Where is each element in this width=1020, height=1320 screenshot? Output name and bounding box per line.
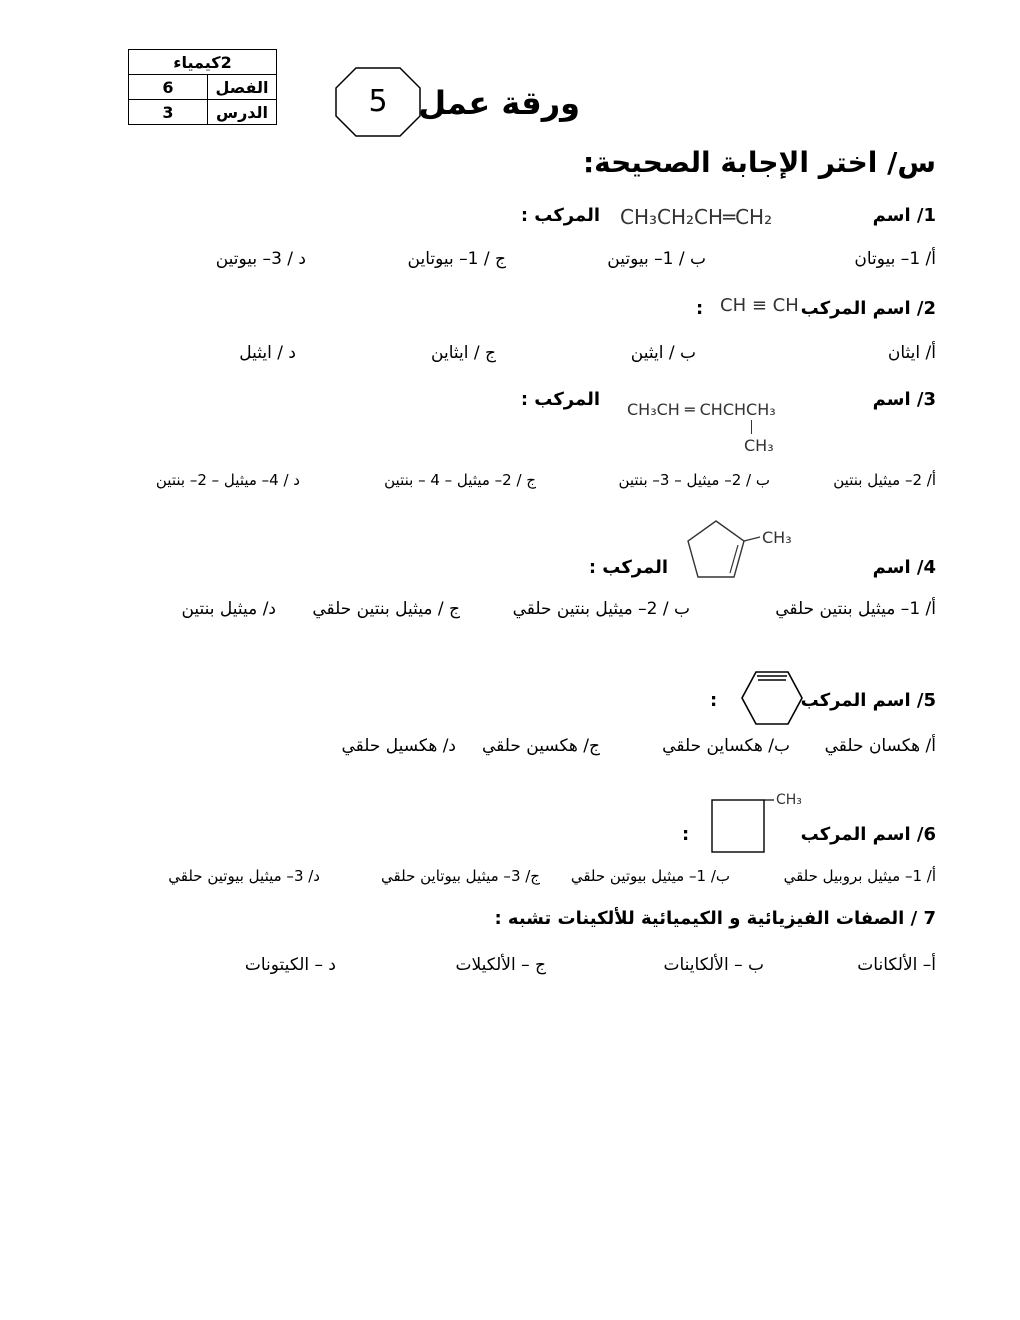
question-7-option-d[interactable]: د – الكيتونات — [244, 955, 336, 975]
sheet-number-badge — [334, 66, 422, 138]
question-1-option-a[interactable]: أ/ 1– بيوتان — [854, 249, 936, 269]
question-6-formula-label: CH₃ — [776, 792, 802, 808]
question-4-option-a[interactable]: أ/ 1– ميثيل بنتين حلقي — [775, 599, 936, 619]
question-5-stem: 5/ اسم المركب — [800, 690, 936, 711]
question-3-option-a[interactable]: أ/ 2– ميثيل بنتين — [833, 471, 936, 489]
lesson-value: 3 — [129, 100, 208, 125]
question-1-option-c[interactable]: ج / 1– بيوتاين — [407, 249, 506, 269]
question-1-stem-suffix: المركب : — [520, 205, 600, 226]
question-2-stem-suffix: : — [696, 298, 704, 319]
question-2-formula: CH ≡ CH — [720, 295, 799, 316]
header-info-table — [128, 49, 277, 125]
question-4-option-c[interactable]: ج / ميثيل بنتين حلقي — [312, 599, 460, 619]
question-5-stem-suffix: : — [710, 690, 718, 711]
question-3-stem-suffix: المركب : — [520, 389, 600, 410]
question-1-option-d[interactable]: د / 3– بيوتين — [215, 249, 306, 269]
question-5-option-c[interactable]: ج/ هكسين حلقي — [481, 736, 600, 756]
question-1-option-b[interactable]: ب / 1– بيوتين — [607, 249, 706, 269]
question-2-option-a[interactable]: أ/ ايثان — [887, 343, 936, 363]
question-3-option-d[interactable]: د / 4– ميثيل – 2– بنتين — [155, 471, 300, 489]
question-7-stem: 7 / الصفات الفيزيائية و الكيميائية للألكينات تشبه : — [494, 908, 936, 929]
question-3-option-b[interactable]: ب / 2– ميثيل – 3– بنتين — [618, 471, 770, 489]
question-4-option-b[interactable]: ب / 2– ميثيل بنتين حلقي — [512, 599, 690, 619]
question-4-option-d[interactable]: د/ ميثيل بنتين — [181, 599, 276, 619]
question-6-stem-suffix: : — [682, 824, 690, 845]
question-5-option-d[interactable]: د/ هكسيل حلقي — [341, 736, 456, 756]
chapter-label: الفصل — [208, 75, 277, 100]
subject-cell: 2كيمياء — [129, 50, 277, 75]
question-2-stem: 2/ اسم المركب — [800, 298, 936, 319]
question-3-formula-branch: CH₃ — [744, 436, 774, 455]
question-5-option-b[interactable]: ب/ هكساين حلقي — [662, 736, 790, 756]
methylcyclobutane-structure — [708, 796, 778, 856]
instruction-heading: س/ اختر الإجابة الصحيحة: — [582, 146, 936, 179]
sheet-number: 5 — [368, 84, 388, 119]
question-2-option-c[interactable]: ج / ايثاين — [431, 343, 496, 363]
question-6-option-a[interactable]: أ/ 1– ميثيل بروبيل حلقي — [783, 867, 936, 885]
question-1-formula: CH₃CH₂CH═CH₂ — [620, 205, 773, 229]
question-2-option-d[interactable]: د / ايثيل — [239, 343, 296, 363]
question-6-option-d[interactable]: د/ 3– ميثيل بيوتين حلقي — [168, 867, 320, 885]
question-3-option-c[interactable]: ج / 2– ميثيل – 4 – بنتين — [384, 471, 536, 489]
question-3-branch-bond — [751, 420, 752, 434]
question-3-stem: 3/ اسم — [872, 389, 936, 410]
question-5-option-a[interactable]: أ/ هكسان حلقي — [824, 736, 936, 756]
question-7-option-c[interactable]: ج – الألكيلات — [455, 955, 546, 975]
question-4-formula-label: CH₃ — [762, 528, 792, 547]
chapter-value: 6 — [129, 75, 208, 100]
question-4-stem: 4/ اسم — [872, 557, 936, 578]
question-6-option-c[interactable]: ج/ 3– ميثيل بيوتاين حلقي — [381, 867, 540, 885]
question-7-option-a[interactable]: أ– الألكانات — [857, 955, 936, 975]
question-3-formula-main: CH₃CH ═ CHCHCH₃ — [627, 400, 776, 419]
question-6-stem: 6/ اسم المركب — [800, 824, 936, 845]
question-2-option-b[interactable]: ب / ايثين — [630, 343, 696, 363]
question-4-stem-suffix: المركب : — [588, 557, 668, 578]
lesson-label: الدرس — [208, 100, 277, 125]
question-7-option-b[interactable]: ب – الألكاينات — [663, 955, 764, 975]
question-1-stem: 1/ اسم — [872, 205, 936, 226]
methylcyclopentene-structure — [682, 515, 792, 585]
cyclohexyne-structure — [738, 666, 806, 730]
question-6-option-b[interactable]: ب/ 1– ميثيل بيوتين حلقي — [570, 867, 730, 885]
page-title: ورقة عمل — [418, 84, 580, 122]
